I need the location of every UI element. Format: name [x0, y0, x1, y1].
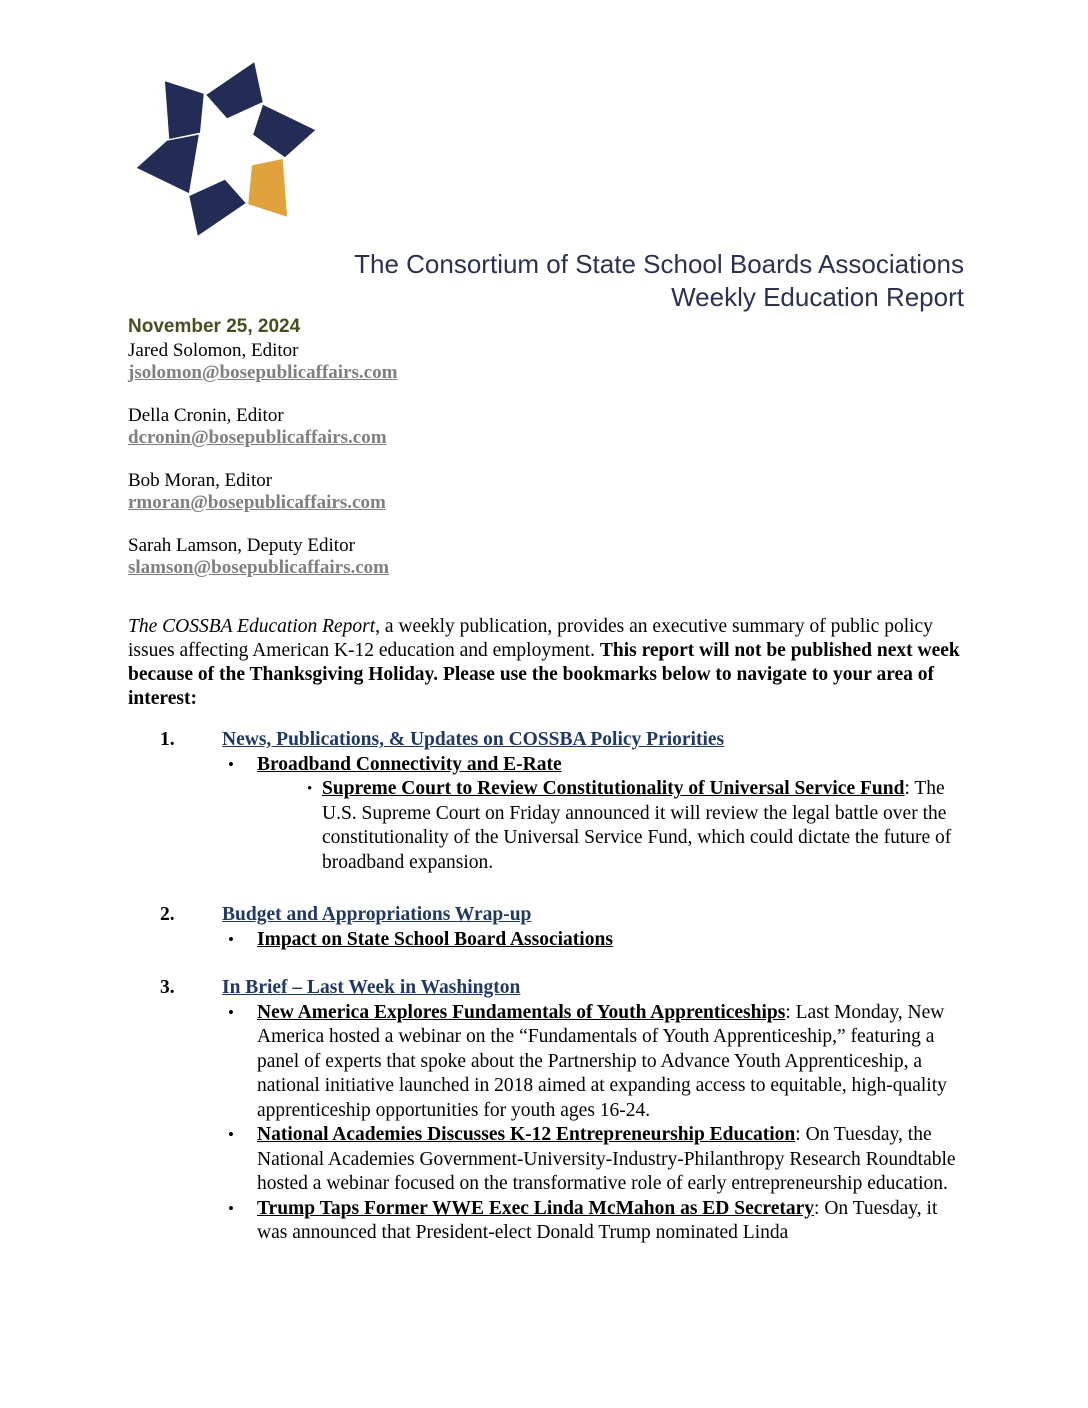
logo-segment-gold — [248, 159, 287, 217]
national-academies-summary: : On Tuesday, the National Academies Government-University-Industry-Philanthropy Research Roundtable hosted a webinar focused on the transformative role of early entrepreneurship education. — [257, 1124, 956, 1194]
logo-segment — [189, 180, 245, 236]
toc-item-2-number: 2. — [160, 904, 175, 925]
bullet-icon: • — [228, 1198, 234, 1218]
toc-item-2 — [128, 903, 964, 952]
editor-entry — [128, 405, 964, 449]
toc-item-3-number: 3. — [160, 977, 175, 998]
report-title — [128, 248, 964, 314]
supreme-court-usf-link[interactable]: Supreme Court to Review Constitutionality of Universal Service Fund — [322, 778, 905, 799]
editor-entry — [128, 470, 964, 514]
report-date: November 25, 2024 — [128, 316, 301, 337]
supreme-court-usf-summary: : The U.S. Supreme Court on Friday announced it will review the legal battle over the constitutionality of the Universal Service Fund, which could dictate the future of broadband expansion. — [322, 778, 952, 873]
logo-segment — [165, 81, 204, 139]
bullet-icon: • — [307, 781, 313, 797]
editor-name: Bob Moran, Editor — [128, 470, 273, 491]
toc-item-1-bullet — [228, 753, 964, 778]
bookmark-list — [128, 728, 964, 1246]
impact-state-school-boards-link[interactable]: Impact on State School Board Associations — [257, 928, 613, 950]
toc-item-3-bullet-national-academies — [228, 1123, 964, 1197]
mcmahon-ed-secretary-summary: : On Tuesday, it was announced that President-elect Donald Trump nominated Linda — [257, 1197, 938, 1243]
report-title-line2: Weekly Education Report — [671, 282, 964, 312]
intro-bold-text: This report will not be published next week because of the Thanksgiving Holiday. Please use the bookmarks below to navigate to your area of interest: — [128, 640, 960, 709]
editor-name: Jared Solomon, Editor — [128, 340, 299, 361]
toc-item-3-bullet-new-america — [228, 1001, 964, 1124]
intro-italic-text: The COSSBA Education Report — [128, 616, 376, 637]
toc-item-2-bullet — [228, 928, 964, 953]
editor-email-link[interactable]: slamson@bosepublicaffairs.com — [128, 557, 389, 578]
toc-item-3 — [128, 976, 964, 1246]
editor-email-link[interactable]: jsolomon@bosepublicaffairs.com — [128, 362, 398, 383]
toc-item-3-bullet-mcmahon — [228, 1197, 964, 1246]
bullet-icon: • — [228, 929, 234, 949]
editor-entry — [128, 340, 964, 384]
toc-item-2-heading-link[interactable]: Budget and Appropriations Wrap-up — [222, 904, 532, 925]
logo-segment — [253, 105, 315, 157]
new-america-apprenticeships-summary: : Last Monday, New America hosted a webinar on the “Fundamentals of Youth Apprenticeship,” featuring a panel of experts that spoke about the Partnership to Advance Youth Apprenticeship, a national initiative launched in 2018 aimed at expanding access to equitable, high-quality apprenticeship opportunities for youth ages 16-24. — [257, 1001, 947, 1121]
bullet-icon: • — [228, 1002, 234, 1022]
logo-segment — [137, 135, 199, 194]
editors-block — [128, 340, 964, 579]
editor-name: Della Cronin, Editor — [128, 405, 284, 426]
bullet-icon: • — [228, 754, 234, 774]
cossba-star-logo — [130, 53, 322, 245]
editor-email-link[interactable]: dcronin@bosepublicaffairs.com — [128, 427, 387, 448]
national-academies-link[interactable]: National Academies Discusses K-12 Entrepreneurship Education — [257, 1124, 796, 1145]
editor-email-link[interactable]: rmoran@bosepublicaffairs.com — [128, 492, 386, 513]
broadband-erate-link[interactable]: Broadband Connectivity and E-Rate — [257, 753, 562, 775]
mcmahon-ed-secretary-link[interactable]: Trump Taps Former WWE Exec Linda McMahon as ED Secretary — [257, 1197, 815, 1219]
toc-item-1-number: 1. — [160, 729, 175, 750]
toc-item-1 — [128, 728, 964, 875]
editor-name: Sarah Lamson, Deputy Editor — [128, 535, 355, 556]
toc-item-1-heading-link[interactable]: News, Publications, & Updates on COSSBA Policy Priorities — [222, 729, 725, 750]
intro-regular-text: , a weekly publication, provides an executive summary of public policy issues affecting American K-12 education and employment. — [128, 616, 933, 661]
logo-segment — [206, 62, 262, 118]
toc-item-3-heading-link[interactable]: In Brief – Last Week in Washington — [222, 977, 521, 998]
bullet-icon: • — [228, 1125, 234, 1144]
new-america-apprenticeships-link[interactable]: New America Explores Fundamentals of Youth Apprenticeships — [257, 1001, 786, 1023]
toc-item-1-subbullet — [307, 777, 964, 875]
report-title-line1: The Consortium of State School Boards Associations — [354, 249, 964, 279]
intro-paragraph — [128, 615, 964, 711]
editor-entry — [128, 535, 964, 579]
